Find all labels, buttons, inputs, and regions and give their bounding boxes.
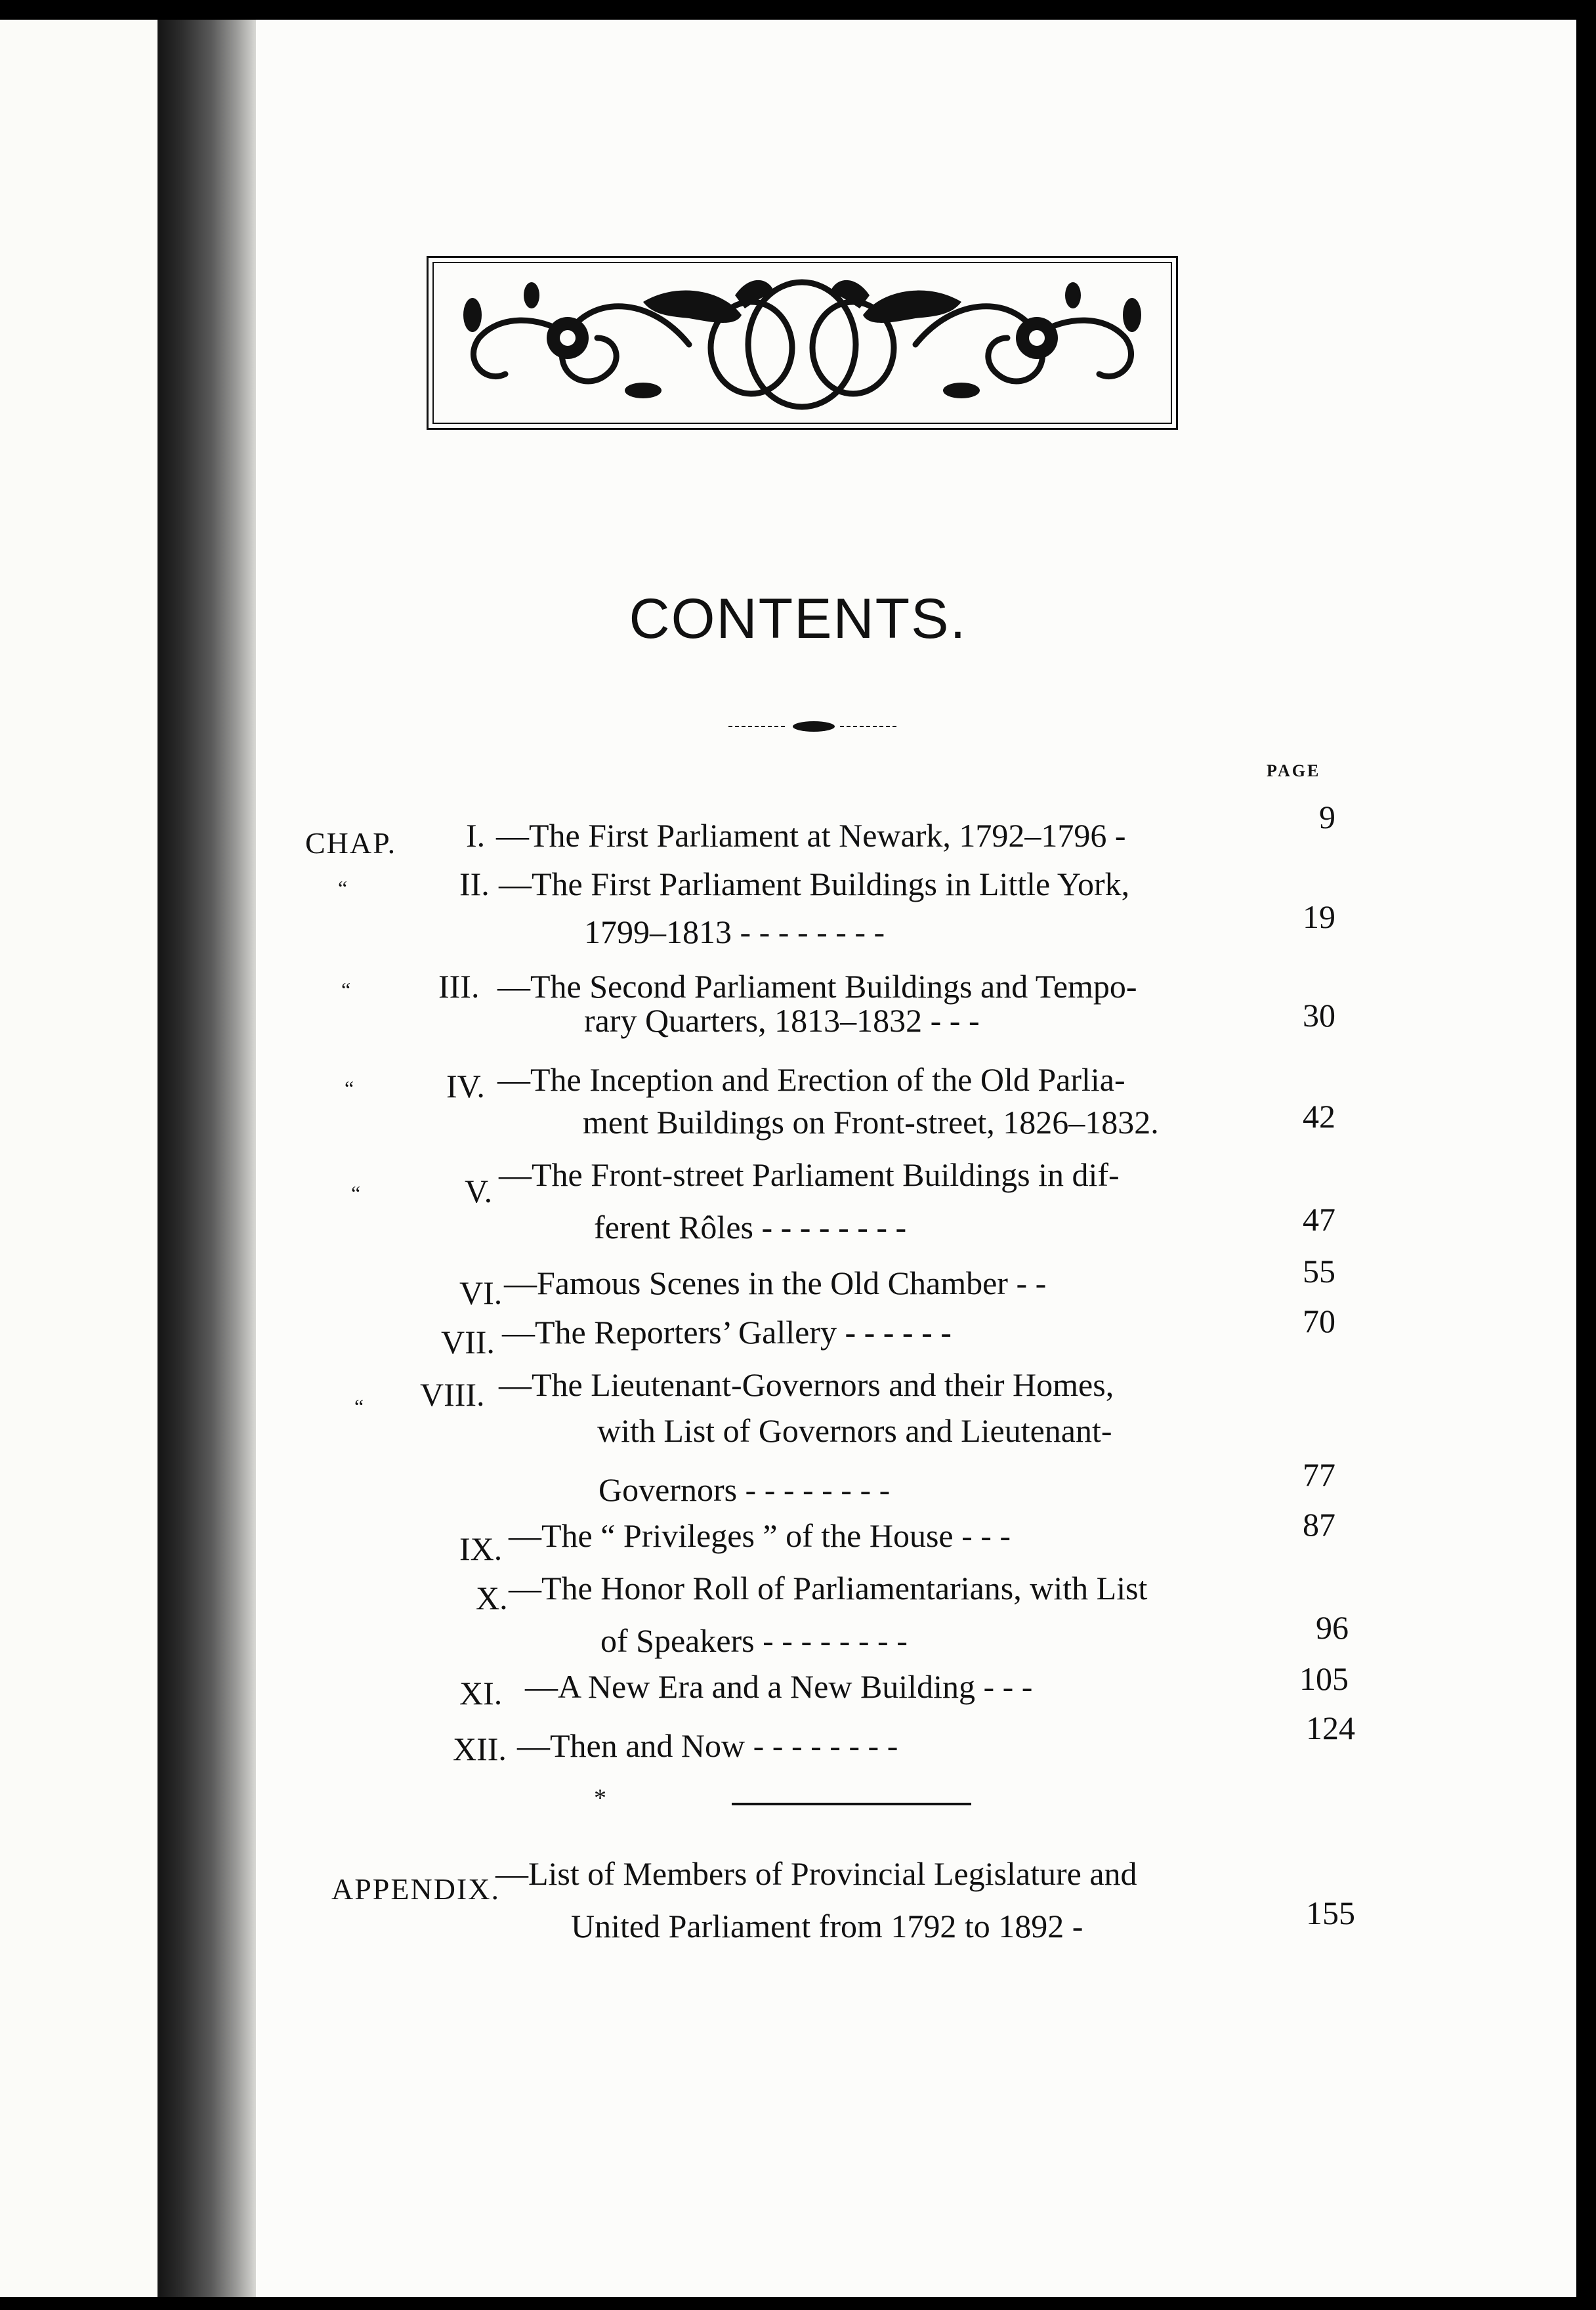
chapter-title: —The “ Privileges ” of the House - - - [509, 1517, 1011, 1554]
ditto-mark: “ [341, 978, 351, 1001]
page-number: 47 [1303, 1201, 1335, 1238]
chapter-title: —The Inception and Erection of the Old Parlia- [497, 1061, 1125, 1098]
chapter-title-cont: Governors - - - - - - - - [598, 1471, 891, 1508]
appendix-title-cont: United Parliament from 1792 to 1892 - [571, 1908, 1083, 1944]
page-number: 55 [1303, 1253, 1335, 1290]
page-number: 19 [1303, 898, 1335, 935]
chap-label: CHAP. [305, 826, 397, 860]
section-mark: * [594, 1784, 606, 1812]
chapter-title: —The Second Parliament Buildings and Tempo- [497, 968, 1137, 1005]
appendix-label: APPENDIX. [331, 1872, 500, 1906]
chapter-title: —The Front-street Parliament Buildings in dif- [499, 1156, 1120, 1193]
chapter-numeral: VI. [459, 1274, 503, 1311]
chapter-numeral: VII. [441, 1324, 495, 1360]
chapter-title-cont: with List of Governors and Lieutenant- [597, 1412, 1112, 1449]
ditto-mark: “ [338, 876, 348, 900]
ditto-mark: “ [351, 1181, 361, 1205]
appendix-title: —List of Members of Provincial Legislature and [495, 1855, 1137, 1892]
chapter-title: —Famous Scenes in the Old Chamber - - [504, 1265, 1047, 1301]
page-column-header: PAGE [1267, 761, 1321, 780]
page-title: CONTENTS. [629, 587, 967, 650]
page-number: 77 [1303, 1456, 1335, 1493]
ditto-mark: “ [345, 1076, 354, 1100]
chapter-numeral: I. [466, 817, 486, 854]
facing-page [0, 20, 158, 2297]
chapter-title: —The First Parliament Buildings in Little York, [499, 866, 1130, 902]
chapter-title: —The Lieutenant-Governors and their Homes, [499, 1366, 1114, 1403]
chapter-title: —The Reporters’ Gallery - - - - - - [502, 1314, 952, 1351]
chapter-title: —The Honor Roll of Parliamentarians, with List [509, 1570, 1148, 1606]
chapter-numeral: II. [459, 866, 490, 902]
chapter-numeral: V. [465, 1173, 493, 1209]
chapter-title: —The First Parliament at Newark, 1792–1796 - [496, 817, 1126, 854]
chapter-title-cont: 1799–1813 - - - - - - - - [584, 914, 885, 950]
chapter-title-cont: ment Buildings on Front-street, 1826–1832. [583, 1104, 1159, 1141]
page-number: 9 [1319, 799, 1335, 835]
ornamental-headpiece [427, 256, 1178, 430]
page-number: 30 [1303, 997, 1335, 1034]
section-rule [732, 1803, 971, 1805]
page-number: 70 [1303, 1303, 1335, 1339]
chapter-title-cont: of Speakers - - - - - - - - [600, 1622, 908, 1659]
page-number: 42 [1303, 1098, 1335, 1135]
chapter-title: —Then and Now - - - - - - - - [517, 1727, 898, 1764]
chapter-numeral: III. [438, 968, 480, 1005]
ditto-mark: “ [354, 1395, 364, 1418]
page-number: 87 [1303, 1506, 1335, 1543]
page-number: 96 [1316, 1609, 1349, 1646]
chapter-numeral: XI. [459, 1675, 503, 1712]
chapter-title: —A New Era and a New Building - - - [525, 1668, 1033, 1705]
chapter-numeral: IX. [459, 1530, 503, 1567]
chapter-numeral: IV. [446, 1068, 485, 1104]
gutter-shadow [158, 20, 256, 2297]
chapter-title-cont: ferent Rôles - - - - - - - - [594, 1209, 907, 1246]
page-number: 155 [1306, 1895, 1355, 1931]
chapter-numeral: X. [476, 1580, 508, 1616]
page-number: 105 [1299, 1660, 1349, 1697]
chapter-title-cont: rary Quarters, 1813–1832 - - - [584, 1002, 980, 1039]
chapter-numeral: VIII. [420, 1376, 485, 1413]
title-rule [728, 717, 899, 736]
chapter-numeral: XII. [453, 1731, 507, 1767]
page-number: 124 [1306, 1710, 1355, 1746]
